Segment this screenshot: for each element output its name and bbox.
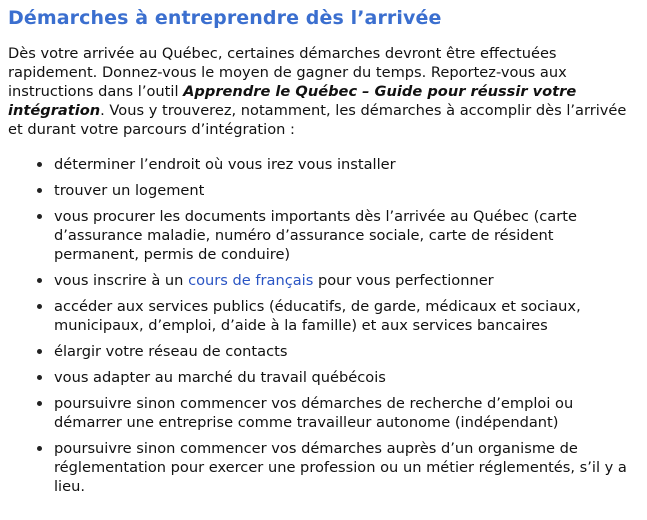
list-item xyxy=(8,342,637,361)
bullet-icon xyxy=(37,162,42,167)
bullet-icon xyxy=(37,278,42,283)
guide-title: Apprendre le Québec – Guide pour réussir votre intégration xyxy=(8,83,577,119)
list-item xyxy=(8,439,637,496)
list-item xyxy=(8,207,637,264)
list-item-text: déterminer l’endroit où vous irez vous installer xyxy=(54,156,396,173)
list-item-text: vous adapter au marché du travail québécois xyxy=(54,369,386,386)
bullet-icon xyxy=(37,304,42,309)
list-item-text-before: vous inscrire à un xyxy=(54,272,189,289)
list-item xyxy=(8,368,637,387)
list-item-text: poursuivre sinon commencer vos démarches de recherche d’emploi ou démarrer une entreprise comme travailleur autonome (indépendant) xyxy=(54,395,574,431)
bullet-icon xyxy=(37,214,42,219)
bullet-icon xyxy=(37,446,42,451)
intro-text-before: Dès votre arrivée au Québec, certaines démarches devront être effectuées rapidement. Donnez-vous le moyen de gagner du temps. Reportez-vous aux instructions dans l’outil xyxy=(8,45,567,100)
list-item-text: accéder aux services publics (éducatifs, de garde, médicaux et sociaux, municipaux, d’emploi, d’aide à la famille) et aux services bancaires xyxy=(54,298,581,334)
french-course-link[interactable]: cours de français xyxy=(188,272,314,289)
list-item xyxy=(8,155,637,174)
intro-text-after: . Vous y trouverez, notamment, les démarches à accomplir dès l’arrivée et durant votre parcours d’intégration : xyxy=(8,102,627,138)
bullet-icon xyxy=(37,401,42,406)
bullet-icon xyxy=(37,188,42,193)
list-item xyxy=(8,394,637,432)
steps-list xyxy=(8,155,637,496)
list-item-text: élargir votre réseau de contacts xyxy=(54,343,288,360)
list-item xyxy=(8,271,637,290)
page-title: Démarches à entreprendre dès l’arrivée xyxy=(8,7,442,29)
intro-paragraph xyxy=(8,44,637,139)
bullet-icon xyxy=(37,349,42,354)
bullet-icon xyxy=(37,375,42,380)
list-item-text: trouver un logement xyxy=(54,182,205,199)
list-item xyxy=(8,181,637,200)
list-item-text: vous procurer les documents importants dès l’arrivée au Québec (carte d’assurance maladie, numéro d’assurance sociale, carte de résident permanent, permis de conduire) xyxy=(54,208,577,263)
list-item xyxy=(8,297,637,335)
list-item-text: poursuivre sinon commencer vos démarches auprès d’un organisme de réglementation pour exercer une profession ou un métier réglementés, s’il y a lieu. xyxy=(54,440,627,495)
list-item-text-after: pour vous perfectionner xyxy=(313,272,494,289)
